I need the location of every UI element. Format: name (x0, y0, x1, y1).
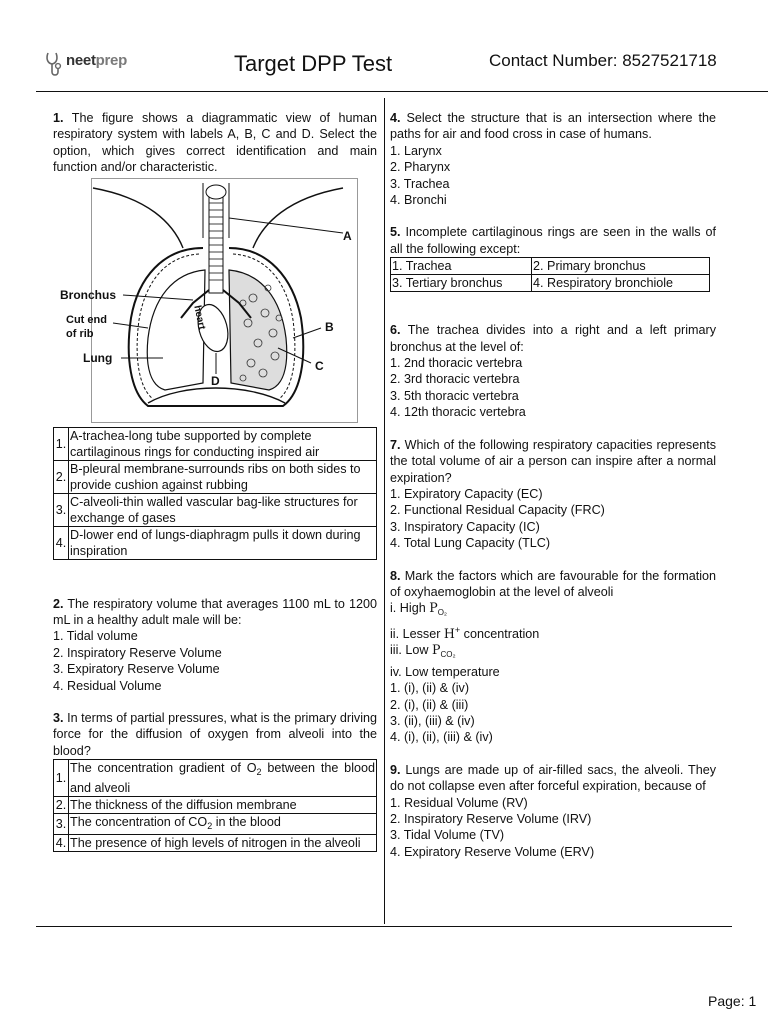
label-bronchus: Bronchus (60, 287, 117, 302)
stethoscope-icon (44, 50, 66, 80)
option[interactable]: 2. Functional Residual Capacity (FRC) (390, 503, 605, 518)
option[interactable]: 3. Expiratory Reserve Volume (53, 662, 220, 677)
label-lung: Lung (83, 350, 113, 365)
option[interactable]: 3. Trachea (390, 176, 450, 191)
page-number: Page: 1 (708, 993, 757, 1009)
option[interactable]: 4. 12th thoracic vertebra (390, 405, 526, 420)
option-row[interactable]: 1. A-trachea-long tube supported by complete cartilaginous rings for conducting inspired air (54, 427, 377, 460)
option-row[interactable]: 1. The concentration gradient of $O_2$ between the blood and alveoli (54, 760, 377, 797)
option[interactable]: 3. (ii), (iii) & (iv) (390, 713, 475, 728)
question-9: 9. Lungs are made up of air-filled sacs, the alveoli. They do not collapse even after forceful expiration, because of (390, 762, 717, 794)
option[interactable]: 3. Tidal Volume (TV) (390, 828, 505, 843)
question-8: 8. Mark the factors which are favourable for the formation of oxyhaemoglobin at the level of alveoli (390, 568, 716, 599)
option-row[interactable]: 2. B-pleural membrane-surrounds ribs on both sides to provide cushion against rubbing (54, 460, 377, 493)
label-a: A (343, 228, 352, 243)
option[interactable]: 4. (i), (ii), (iii) & (iv) (390, 730, 493, 745)
option[interactable]: 3. Tertiary bronchus (391, 275, 532, 292)
option-row[interactable]: 4. D-lower end of lungs-diaphragm pulls it down during inspiration (54, 526, 377, 559)
factor-iii: iii. Low $P_{CO_2}$ (390, 642, 456, 660)
option[interactable]: 1. Larynx (390, 143, 442, 158)
respiratory-system-diagram (53, 178, 377, 423)
q3-options-table (53, 759, 377, 852)
option[interactable]: 3. 5th thoracic vertebra (390, 388, 519, 403)
label-b: B (325, 319, 334, 334)
question-7: 7. Which of the following respiratory capacities represents the total volume of air a person can inspire after a normal expiration? (390, 437, 716, 485)
option-row[interactable]: 2. The thickness of the diffusion membrane (54, 797, 377, 814)
label-c: C (315, 358, 324, 373)
option[interactable]: 4. Bronchi (390, 193, 447, 208)
option[interactable]: 1. Expiratory Capacity (EC) (390, 486, 543, 501)
option[interactable]: 1. Trachea (391, 258, 532, 275)
factor-iv: iv. Low temperature (390, 664, 500, 679)
option[interactable]: 1. Tidal volume (53, 629, 138, 644)
option-row[interactable]: 4. The presence of high levels of nitrogen in the alveoli (54, 835, 377, 852)
neetprep-logo: neetprep (44, 50, 144, 80)
option[interactable]: 1. (i), (ii) & (iv) (390, 681, 470, 696)
q5-options-table (390, 257, 710, 292)
option[interactable]: 2. Pharynx (390, 160, 451, 175)
page-header (0, 0, 768, 92)
footer-divider (36, 926, 732, 927)
label-d: D (211, 373, 220, 388)
factor-i: i. High $P_{O_2}$ (390, 600, 448, 618)
option[interactable]: 1. Residual Volume (RV) (390, 795, 528, 810)
option[interactable]: 1. 2nd thoracic vertebra (390, 356, 523, 371)
option[interactable]: 4. Respiratory bronchiole (532, 275, 710, 292)
doc-title: Target DPP Test (234, 51, 393, 76)
option[interactable]: 4. Total Lung Capacity (TLC) (390, 536, 551, 551)
question-4: 4. Select the structure that is an intersection where the paths for air and food cross in case of humans. (390, 111, 717, 142)
option-row[interactable]: 3. C-alveoli-thin walled vascular bag-like structures for exchange of gases (54, 493, 377, 526)
option[interactable]: 2. (i), (ii) & (iii) (390, 697, 469, 712)
option[interactable]: 4. Residual Volume (53, 678, 162, 693)
contact-number: Contact Number: 8527521718 (489, 51, 717, 70)
question-1: 1. The figure shows a diagrammatic view of human respiratory system with labels A, B, C and D. Select the option, which gives correct identification and main function and/or characteristic. (53, 111, 377, 175)
question-6: 6. The trachea divides into a right and a left primary bronchus at the level of: (390, 323, 716, 354)
option-row[interactable]: 3. The concentration of $CO_2$ in the blood (54, 814, 377, 835)
option[interactable]: 3. Inspiratory Capacity (IC) (390, 519, 540, 534)
question-5: 5. Incomplete cartilaginous rings are seen in the walls of all the following except: (390, 225, 716, 256)
right-column (390, 110, 716, 860)
question-3: 3. In terms of partial pressures, what is the primary driving force for the diffusion of oxygen from alveoli into the blood? (53, 711, 377, 758)
left-column (53, 110, 377, 852)
label-heart: heart (191, 304, 208, 331)
header-divider (36, 91, 768, 92)
label-of-rib: of rib (66, 327, 94, 340)
q1-options-table (53, 427, 377, 560)
option[interactable]: 4. Expiratory Reserve Volume (ERV) (390, 844, 595, 859)
option[interactable]: 2. 3rd thoracic vertebra (390, 372, 520, 387)
option[interactable]: 2. Primary bronchus (532, 258, 710, 275)
option[interactable]: 2. Inspiratory Reserve Volume (53, 645, 222, 660)
factor-ii: ii. Lesser H+ concentration (390, 624, 540, 641)
label-cut-end: Cut end (66, 313, 107, 326)
option[interactable]: 2. Inspiratory Reserve Volume (IRV) (390, 812, 592, 826)
question-2: 2. The respiratory volume that averages 1100 mL to 1200 mL in a healthy adult male will be: (53, 596, 377, 628)
column-divider (384, 98, 385, 924)
